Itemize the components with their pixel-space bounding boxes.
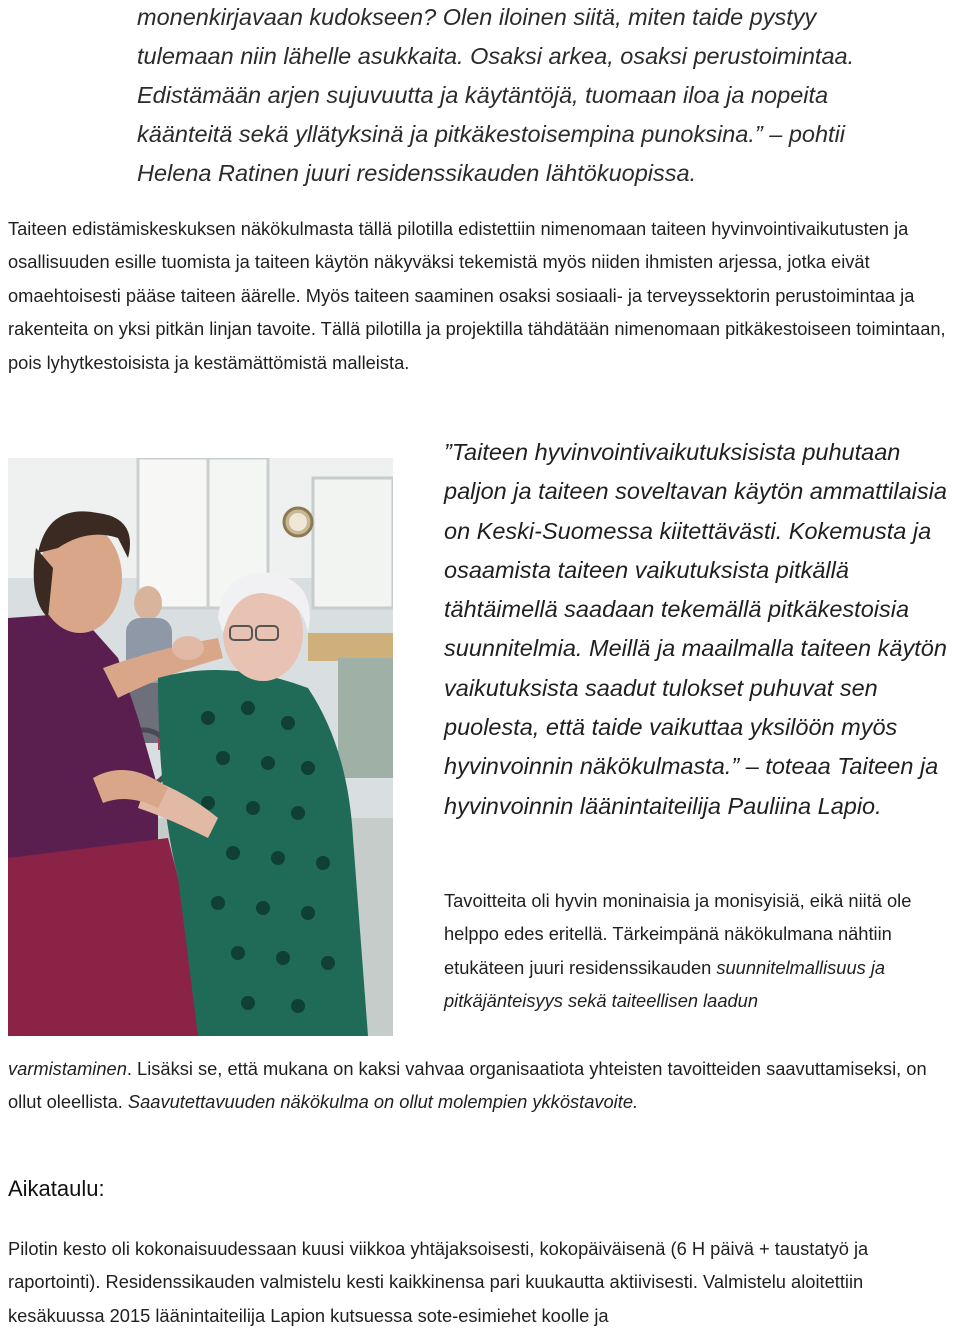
goals-italic-end: Saavutettavuuden näkökulma on ollut molempien ykköstavoite. (127, 1091, 639, 1113)
goals-text: Tavoitteita oli hyvin moninaisia ja monisyisiä, eikä niitä ole helppo edes eritellä. Tärkeimpänä näkökulmana nähtiin etukäteen juuri residenssikauden (444, 890, 912, 978)
top-quote-line: Helena Ratinen juuri residenssikauden lähtökuopissa. (137, 160, 697, 186)
top-quote-line: Edistämään arjen sujuvuutta ja käytäntöjä, tuomaan iloa ja nopeita (137, 82, 829, 108)
goals-italic-continued: varmistaminen (8, 1058, 127, 1079)
paragraph-schedule: Pilotin kesto oli kokonaisuudessaan kuusi viikkoa yhtäjaksoisesti, kokopäiväisenä (6 H päivä + taustatyö ja raportointi). Residenssikauden valmistelu kesti kaikkinensa pari kuukautta aktiivisesti. Valmistelu aloitettiin kesäkuussa 2015 läänintaiteilija Lapion kutsuessa sote-esimiehet koolle ja (8, 1238, 869, 1326)
top-quote (137, 0, 937, 193)
goals-text-continued: . Lisäksi se, että mukana on kaksi vahvaa organisaatiota yhteisten tavoitteiden saavuttamiseksi, on ollut oleellista. (8, 1058, 927, 1113)
paragraph-goals (444, 884, 954, 1018)
paragraph-goals-continued (8, 1052, 956, 1119)
paragraph-art-promotion: Taiteen edistämiskeskuksen näkökulmasta tällä pilotilla edistettiin nimenomaan taiteen hyvinvointivaikutusten ja osallisuuden esille tuomista ja taiteen käytön näkyväksi tekemistä myös niiden ihmisten arjessa, jotka eivät omaehtoisesti pääse taiteen äärelle. Myös taiteen saaminen osaksi sosiaali- ja terveyssektorin perustoimintaa ja rakenteita on yksi pitkän linjan tavoite. Tällä pilotilla ja projektilla tähdätään nimenomaan pitkäkestoiseen toimintaan, pois lyhytkestoisista ja kestämättömistä malleista. (8, 218, 946, 373)
top-quote-line: käänteitä sekä yllätyksinä ja pitkäkestoisempina punoksina.” – pohtii (137, 121, 846, 147)
section-heading-schedule: Aikataulu: (8, 1176, 105, 1201)
photo-dancing-residents (8, 458, 393, 1036)
top-quote-line: tulemaan niin lähelle asukkaita. Osaksi arkea, osaksi perustoimintaa. (137, 43, 855, 69)
goals-italic: suunnitelmallisuus ja pitkäjänteisyys sekä taiteellisen laadun (444, 956, 886, 1012)
top-quote-line: monenkirjavaan kudokseen? Olen iloinen siitä, miten taide pystyy (137, 4, 817, 30)
side-quote: ”Taiteen hyvinvointivaikutuksisista puhutaan paljon ja taiteen soveltavan käytön ammattilaisia on Keski-Suomessa kiitettävästi. Kokemusta ja osaamista taiteen vaikutuksista pitkällä tähtäimellä saadaan tekemällä pitkäkestoisia suunnitelmia. Meillä ja maailmalla taiteen käytön vaikutuksista saadut tulokset puhuvat sen puolesta, että taide vaikuttaa yksilöön myös hyvinvoinnin näkökulmasta.” – toteaa Taiteen ja hyvinvoinnin läänintaiteilija Pauliina Lapio. (444, 439, 947, 819)
